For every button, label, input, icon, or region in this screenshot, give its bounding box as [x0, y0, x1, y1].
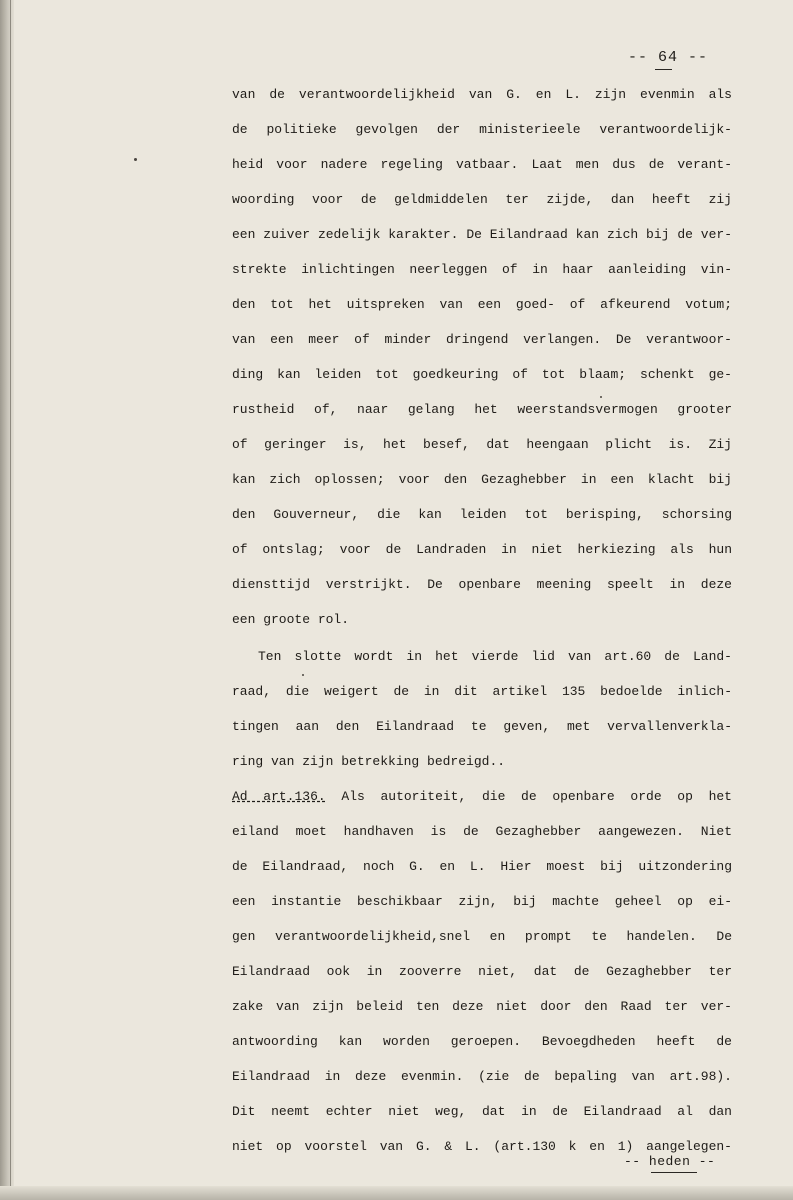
text-line: of ontslag; voor de Landraden in niet herkiezing als hun [232, 542, 732, 557]
text-line: Eilandraad in deze evenmin. (zie de bepaling van art.98). [232, 1069, 732, 1084]
text-line: den Gouverneur, die kan leiden tot berisping, schorsing [232, 507, 732, 522]
text-line: een zuiver zedelijk karakter. De Eilandraad kan zich bij de ver- [232, 227, 732, 242]
text-line: eiland moet handhaven is de Gezaghebber aangewezen. Niet [232, 824, 732, 839]
text-line: heid voor nadere regeling vatbaar. Laat men dus de verant- [232, 157, 732, 172]
text-line: van een meer of minder dringend verlangen. De verantwoor- [232, 332, 732, 347]
ad-article-line [232, 786, 732, 808]
text-line: Dit neemt echter niet weg, dat in de Eilandraad al dan [232, 1104, 732, 1119]
catchword: -- heden -- [624, 1154, 716, 1169]
text-line: rustheid of, naar gelang het weerstandsvermogen grooter [232, 402, 732, 417]
text-line: de politieke gevolgen der ministerieele verantwoordelijk- [232, 122, 732, 137]
text-line: van de verantwoordelijkheid van G. en L. zijn evenmin als [232, 87, 732, 102]
text-line: den tot het uitspreken van een goed- of afkeurend votum; [232, 297, 732, 312]
text-line: tingen aan den Eilandraad te geven, met vervallenverkla- [232, 719, 732, 734]
text-line: woording voor de geldmiddelen ter zijde, dan heeft zij [232, 192, 732, 207]
ad-article-text: Als autoriteit, die de openbare orde op het [341, 789, 732, 804]
text-line: de Eilandraad, noch G. en L. Hier moest bij uitzondering [232, 859, 732, 874]
text-line: een instantie beschikbaar zijn, bij machte geheel op ei- [232, 894, 732, 909]
ad-article-label: Ad art.136. [232, 789, 326, 804]
page-number-underline [655, 69, 672, 70]
text-line: Eilandraad ook in zooverre niet, dat de Gezaghebber ter [232, 964, 732, 979]
ink-speck [600, 396, 602, 398]
page-bottom-edge [0, 1186, 793, 1200]
text-line: strekte inlichtingen neerleggen of in haar aanleiding vin- [232, 262, 732, 277]
binding-edge [0, 0, 14, 1200]
text-line: zake van zijn beleid ten deze niet door den Raad ter ver- [232, 999, 732, 1014]
text-line: antwoording kan worden geroepen. Bevoegdheden heeft de [232, 1034, 732, 1049]
text-line: een groote rol. [232, 612, 350, 627]
body-text [232, 84, 732, 1160]
text-line: ding kan leiden tot goedkeuring of tot blaam; schenkt ge- [232, 367, 732, 382]
text-line: diensttijd verstrijkt. De openbare meening speelt in deze [232, 577, 732, 592]
text-line: Ten slotte wordt in het vierde lid van art.60 de Land- [258, 649, 732, 664]
text-line: of geringer is, het besef, dat heengaan plicht is. Zij [232, 437, 732, 452]
page-number: -- 64 -- [628, 49, 709, 66]
ink-speck [302, 674, 304, 676]
text-line: gen verantwoordelijkheid,snel en prompt te handelen. De [232, 929, 732, 944]
ink-speck [134, 158, 137, 161]
text-line: ring van zijn betrekking bedreigd.. [232, 754, 506, 769]
catchword-underline [651, 1172, 697, 1173]
text-line: raad, die weigert de in dit artikel 135 bedoelde inlich- [232, 684, 732, 699]
text-line: niet op voorstel van G. & L. (art.130 k en 1) aangelegen- [232, 1139, 732, 1154]
binding-line [10, 0, 11, 1200]
text-line: kan zich oplossen; voor den Gezaghebber in een klacht bij [232, 472, 732, 487]
